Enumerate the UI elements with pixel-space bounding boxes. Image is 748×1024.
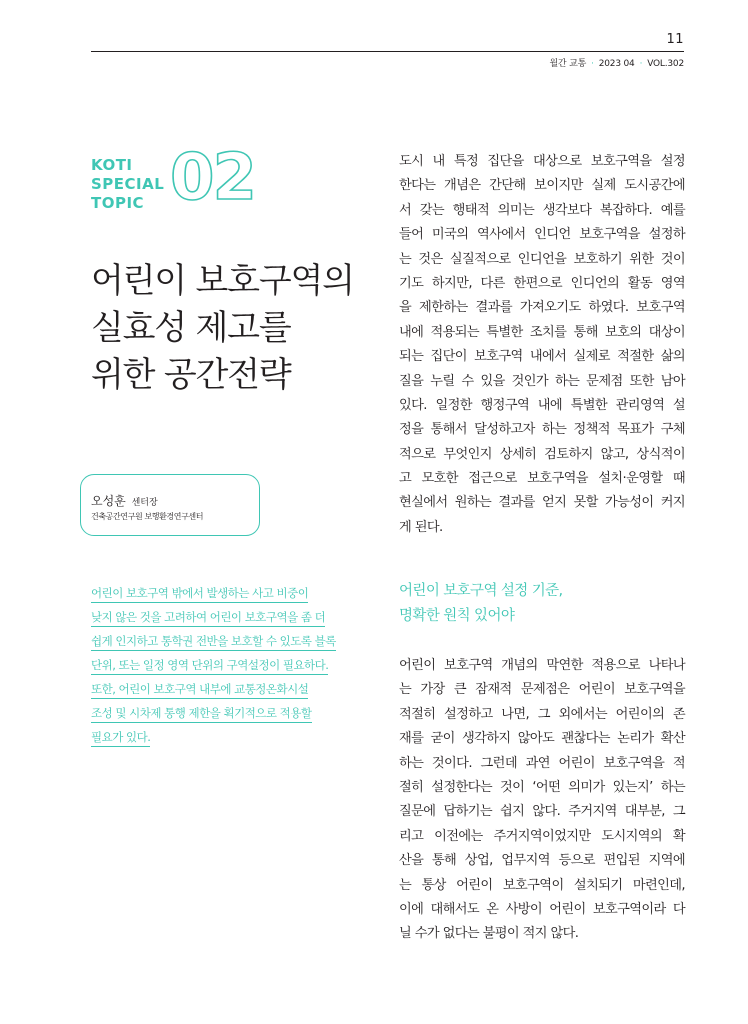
subheading-line: 명확한 원칙 있어야 bbox=[399, 608, 515, 624]
body-line: 되는 집단이 보호구역 내에서 실제로 적절한 삶의 bbox=[399, 349, 685, 365]
body-line: 한다는 개념은 간단해 보이지만 실제 도시공간에 bbox=[399, 178, 685, 194]
body-line: 적절히 설정하고 나면, 그 외에서는 어린이의 존 bbox=[399, 706, 685, 722]
body-paragraph-1 bbox=[399, 150, 685, 540]
article-title bbox=[91, 258, 391, 399]
body-line: 하는 것이다. 그런데 과연 어린이 보호구역을 적 bbox=[399, 755, 685, 771]
body-line: 질을 누릴 수 있을 것인가 하는 문제점 또한 남아 bbox=[399, 373, 685, 389]
tag-line: KOTI bbox=[91, 156, 133, 174]
body-line: 을 제한하는 결과를 가져오기도 하였다. 보호구역 bbox=[399, 300, 685, 316]
volume-number: VOL.302 bbox=[647, 59, 684, 69]
body-line: 정을 통해서 달성하고자 하는 정책적 목표가 구체 bbox=[399, 422, 685, 438]
body-line: 는 것은 실질적으로 인디언을 보호하기 위한 것이 bbox=[399, 251, 685, 267]
body-line: 있다. 일정한 행정구역 내에 특별한 관리영역 설 bbox=[399, 397, 685, 413]
separator-dot: · bbox=[639, 59, 643, 69]
body-line: 재를 굳이 생각하지 않아도 괜찮다는 논리가 확산 bbox=[399, 731, 685, 747]
author-affiliation: 건축공간연구원 보행환경연구센터 bbox=[91, 512, 204, 521]
body-line: 기도 하지만, 다른 한편으로 인디언의 활동 영역 bbox=[399, 275, 685, 291]
special-topic-tag bbox=[91, 156, 164, 213]
publication-info bbox=[549, 56, 684, 69]
tag-line: TOPIC bbox=[91, 194, 145, 212]
body-line: 절히 설정한다는 것이 ‘어떤 의미가 있는지’ 하는 bbox=[399, 779, 685, 795]
header-rule bbox=[91, 51, 684, 52]
body-line: 리고 이전에는 주거지역이었지만 도시지역의 확 bbox=[399, 828, 685, 844]
pull-quote-line: 또한, 어린이 보호구역 내부에 교통정온화시설 bbox=[91, 680, 308, 699]
section-subheading bbox=[399, 579, 689, 629]
body-line: 게 된다. bbox=[399, 519, 443, 535]
body-line: 현실에서 원하는 결과를 얻지 못할 가능성이 커지 bbox=[399, 495, 685, 511]
pull-quote-line: 쉽게 인지하고 통학권 전반을 보호할 수 있도록 블록 bbox=[91, 632, 336, 651]
issue-date: 2023 04 bbox=[598, 59, 635, 69]
pull-quote-line: 낮지 않은 것을 고려하여 어린이 보호구역을 좀 더 bbox=[91, 608, 325, 627]
body-line: 이에 대해서도 온 사방이 어린이 보호구역이라 다 bbox=[399, 901, 685, 917]
title-line: 실효성 제고를 bbox=[91, 308, 291, 348]
body-line: 도시 내 특정 집단을 대상으로 보호구역을 설정 bbox=[399, 154, 685, 169]
pull-quote-line: 필요가 있다. bbox=[91, 728, 150, 747]
body-line: 산을 통해 상업, 업무지역 등으로 편입된 지역에 bbox=[399, 853, 685, 869]
body-line: 는 가장 큰 잠재적 문제점은 어린이 보호구역을 bbox=[399, 682, 685, 698]
body-line: 질문에 답하기는 쉽지 않다. 주거지역 대부분, 그 bbox=[399, 804, 685, 820]
publication-name: 월간 교통 bbox=[549, 59, 587, 69]
pull-quote-line: 단위, 또는 일정 영역 단위의 구역설정이 필요하다. bbox=[91, 656, 328, 675]
separator-dot: · bbox=[591, 59, 594, 69]
title-line: 어린이 보호구역의 bbox=[91, 261, 354, 301]
topic-number: 02 bbox=[170, 141, 256, 215]
body-paragraph-2 bbox=[399, 654, 685, 947]
pull-quote bbox=[91, 581, 381, 749]
body-line: 서 갖는 행태적 의미는 생각보다 복잡하다. 예를 bbox=[399, 202, 685, 218]
pull-quote-line: 조성 및 시차제 통행 제한을 획기적으로 적용할 bbox=[91, 704, 312, 723]
body-line: 어린이 보호구역 개념의 막연한 적용으로 나타나 bbox=[399, 658, 685, 673]
body-line: 적으로 무엇인지 상세히 검토하지 않고, 상식적이 bbox=[399, 446, 685, 462]
body-line: 닐 수가 없다는 불평이 적지 않다. bbox=[399, 926, 579, 942]
subheading-line: 어린이 보호구역 설정 기준, bbox=[399, 583, 563, 599]
body-line: 고 모호한 접근으로 보호구역을 설치·운영할 때 bbox=[399, 471, 685, 487]
body-line: 들어 미국의 역사에서 인디언 보호구역을 설정하 bbox=[399, 227, 685, 243]
author-name-line bbox=[91, 492, 158, 509]
body-line: 는 통상 어린이 보호구역이 설치되기 마련인데, bbox=[399, 877, 685, 893]
page-number: 11 bbox=[666, 32, 684, 47]
author-role: 센터장 bbox=[131, 498, 158, 508]
body-line: 내에 적용되는 특별한 조치를 통해 보호의 대상이 bbox=[399, 324, 685, 340]
tag-line: SPECIAL bbox=[91, 175, 165, 193]
title-line: 위한 공간전략 bbox=[91, 355, 291, 395]
author-name: 오성훈 bbox=[91, 494, 126, 508]
pull-quote-line: 어린이 보호구역 밖에서 발생하는 사고 비중이 bbox=[91, 584, 308, 603]
